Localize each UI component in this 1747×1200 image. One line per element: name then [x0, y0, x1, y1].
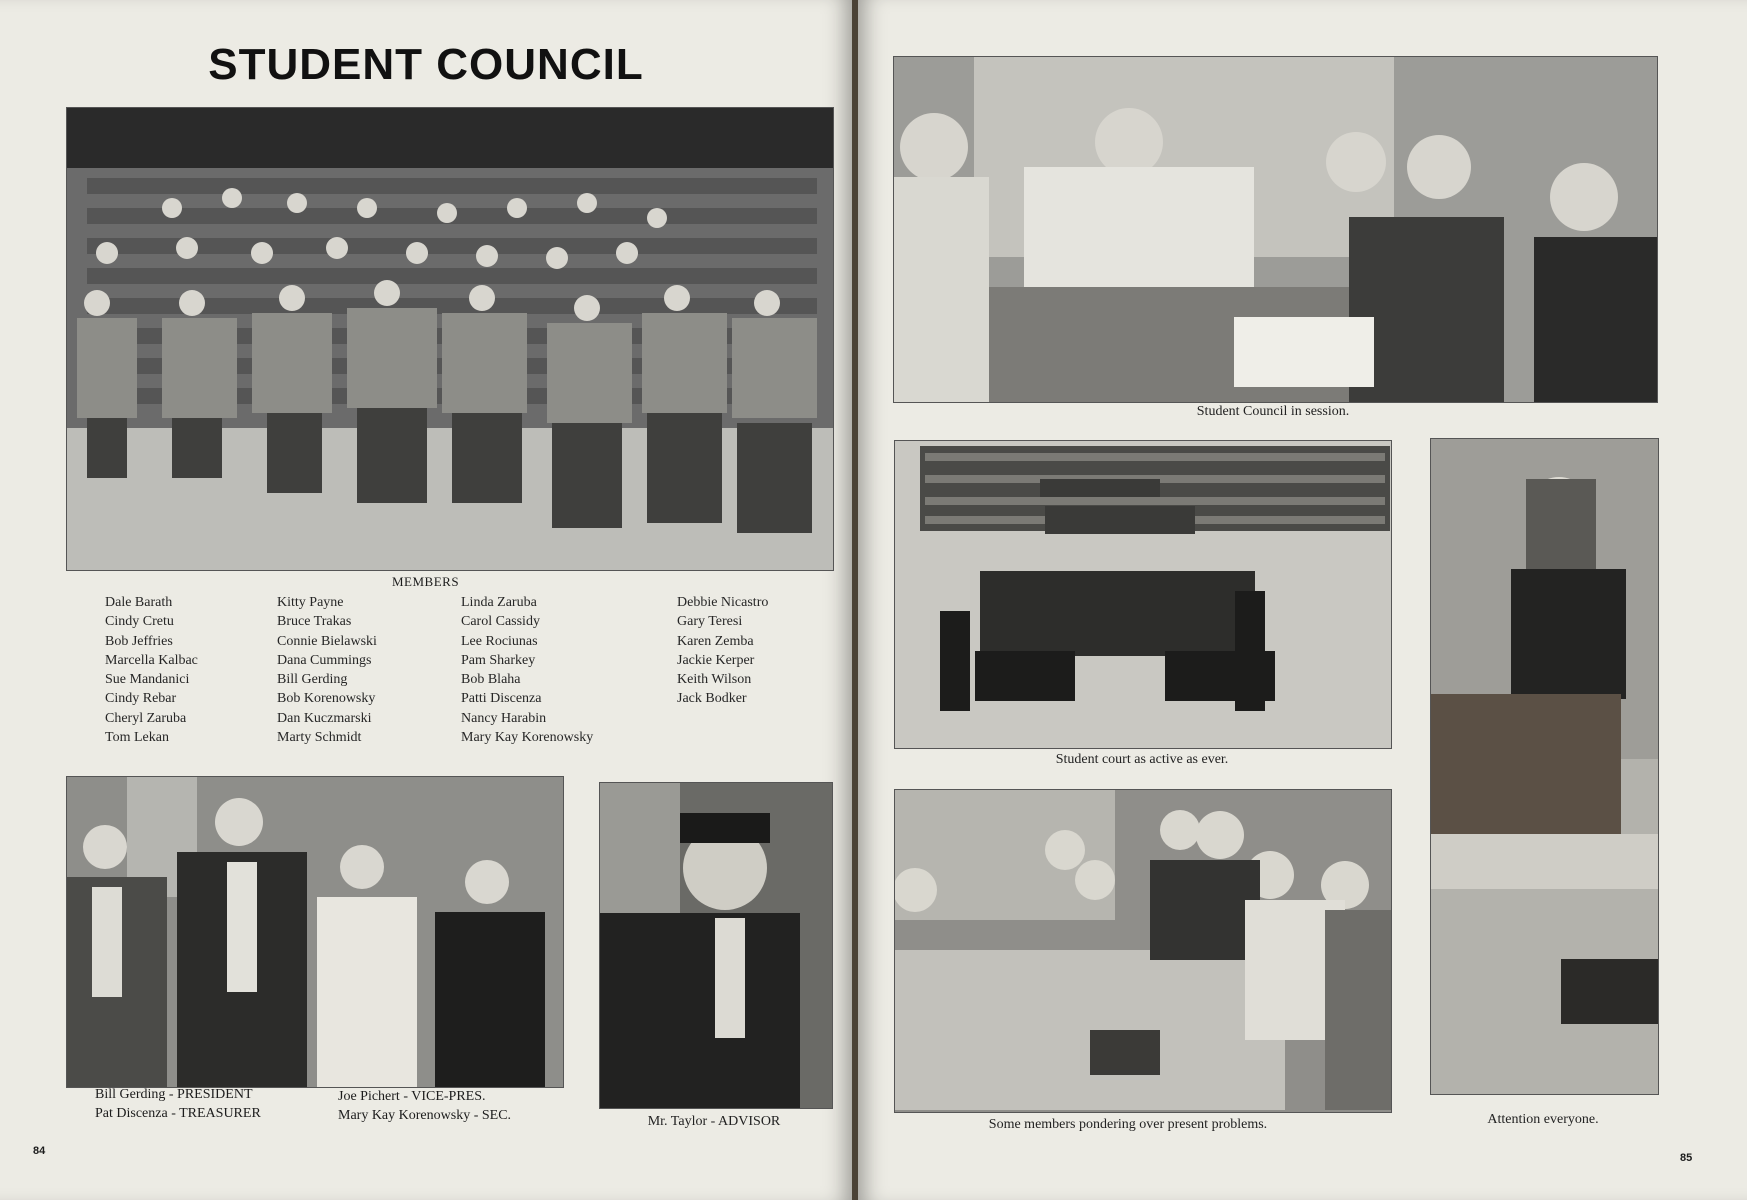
page-title: STUDENT COUNCIL [208, 40, 644, 89]
member-name: Keith Wilson [677, 672, 752, 688]
left-page [0, 0, 852, 1200]
officer-president: Bill Gerding - PRESIDENT [95, 1087, 253, 1102]
member-name: Linda Zaruba [461, 595, 537, 610]
officer-vice-president: Joe Pichert - VICE-PRES. [338, 1089, 486, 1104]
officers-photo [66, 776, 564, 1088]
attention-photo [1430, 438, 1659, 1095]
member-name: Lee Rociunas [461, 633, 538, 649]
member-name: Jack Bodker [677, 691, 747, 707]
member-name: Mary Kay Korenowsky [461, 730, 594, 746]
member-name: Tom Lekan [105, 730, 169, 746]
page-number-left: 84 [33, 1145, 46, 1157]
member-name: Patti Discenza [461, 691, 542, 707]
member-name: Debbie Nicastro [677, 595, 769, 610]
member-name: Gary Teresi [677, 614, 743, 630]
members-column-3 [461, 593, 593, 747]
member-name: Cheryl Zaruba [105, 710, 187, 726]
member-name: Bill Gerding [277, 672, 348, 688]
pondering-caption: Some members pondering over present problems. [988, 1117, 1268, 1132]
officer-secretary: Mary Kay Korenowsky - SEC. [338, 1108, 512, 1123]
officer-treasurer: Pat Discenza - TREASURER [95, 1106, 261, 1121]
group-photo [66, 107, 834, 571]
member-name: Pam Sharkey [461, 652, 536, 668]
member-name: Sue Mandanici [105, 672, 190, 688]
member-name: Bob Blaha [461, 672, 521, 688]
member-name: Marcella Kalbac [105, 652, 198, 668]
court-photo [894, 440, 1392, 749]
member-name: Bob Jeffries [105, 633, 173, 649]
session-caption: Student Council in session. [1196, 404, 1350, 419]
advisor-caption: Mr. Taylor - ADVISOR [647, 1114, 781, 1129]
member-name: Dana Cummings [277, 652, 372, 668]
member-name: Bob Korenowsky [277, 691, 376, 707]
member-name: Kitty Payne [277, 595, 344, 610]
member-name: Cindy Cretu [105, 614, 174, 630]
member-name: Dan Kuczmarski [277, 710, 372, 726]
pondering-photo [894, 789, 1392, 1113]
member-name: Carol Cassidy [461, 614, 540, 630]
court-caption: Student court as active as ever. [1055, 752, 1229, 767]
member-name: Bruce Trakas [277, 614, 352, 630]
session-photo [893, 56, 1658, 403]
attention-caption: Attention everyone. [1487, 1112, 1599, 1127]
member-name: Dale Barath [105, 595, 173, 610]
advisor-photo [599, 782, 833, 1109]
member-name: Connie Bielawski [277, 633, 377, 649]
member-name: Marty Schmidt [277, 730, 362, 746]
right-page [858, 0, 1747, 1200]
member-name: Jackie Kerper [677, 652, 755, 668]
members-column-2 [277, 593, 377, 747]
member-name: Cindy Rebar [105, 691, 177, 707]
members-column-1 [105, 593, 198, 747]
member-name: Karen Zemba [677, 633, 754, 649]
member-name: Nancy Harabin [461, 710, 547, 726]
page-number-right: 85 [1680, 1152, 1693, 1164]
members-column-4 [677, 593, 768, 709]
members-heading: MEMBERS [392, 574, 460, 589]
